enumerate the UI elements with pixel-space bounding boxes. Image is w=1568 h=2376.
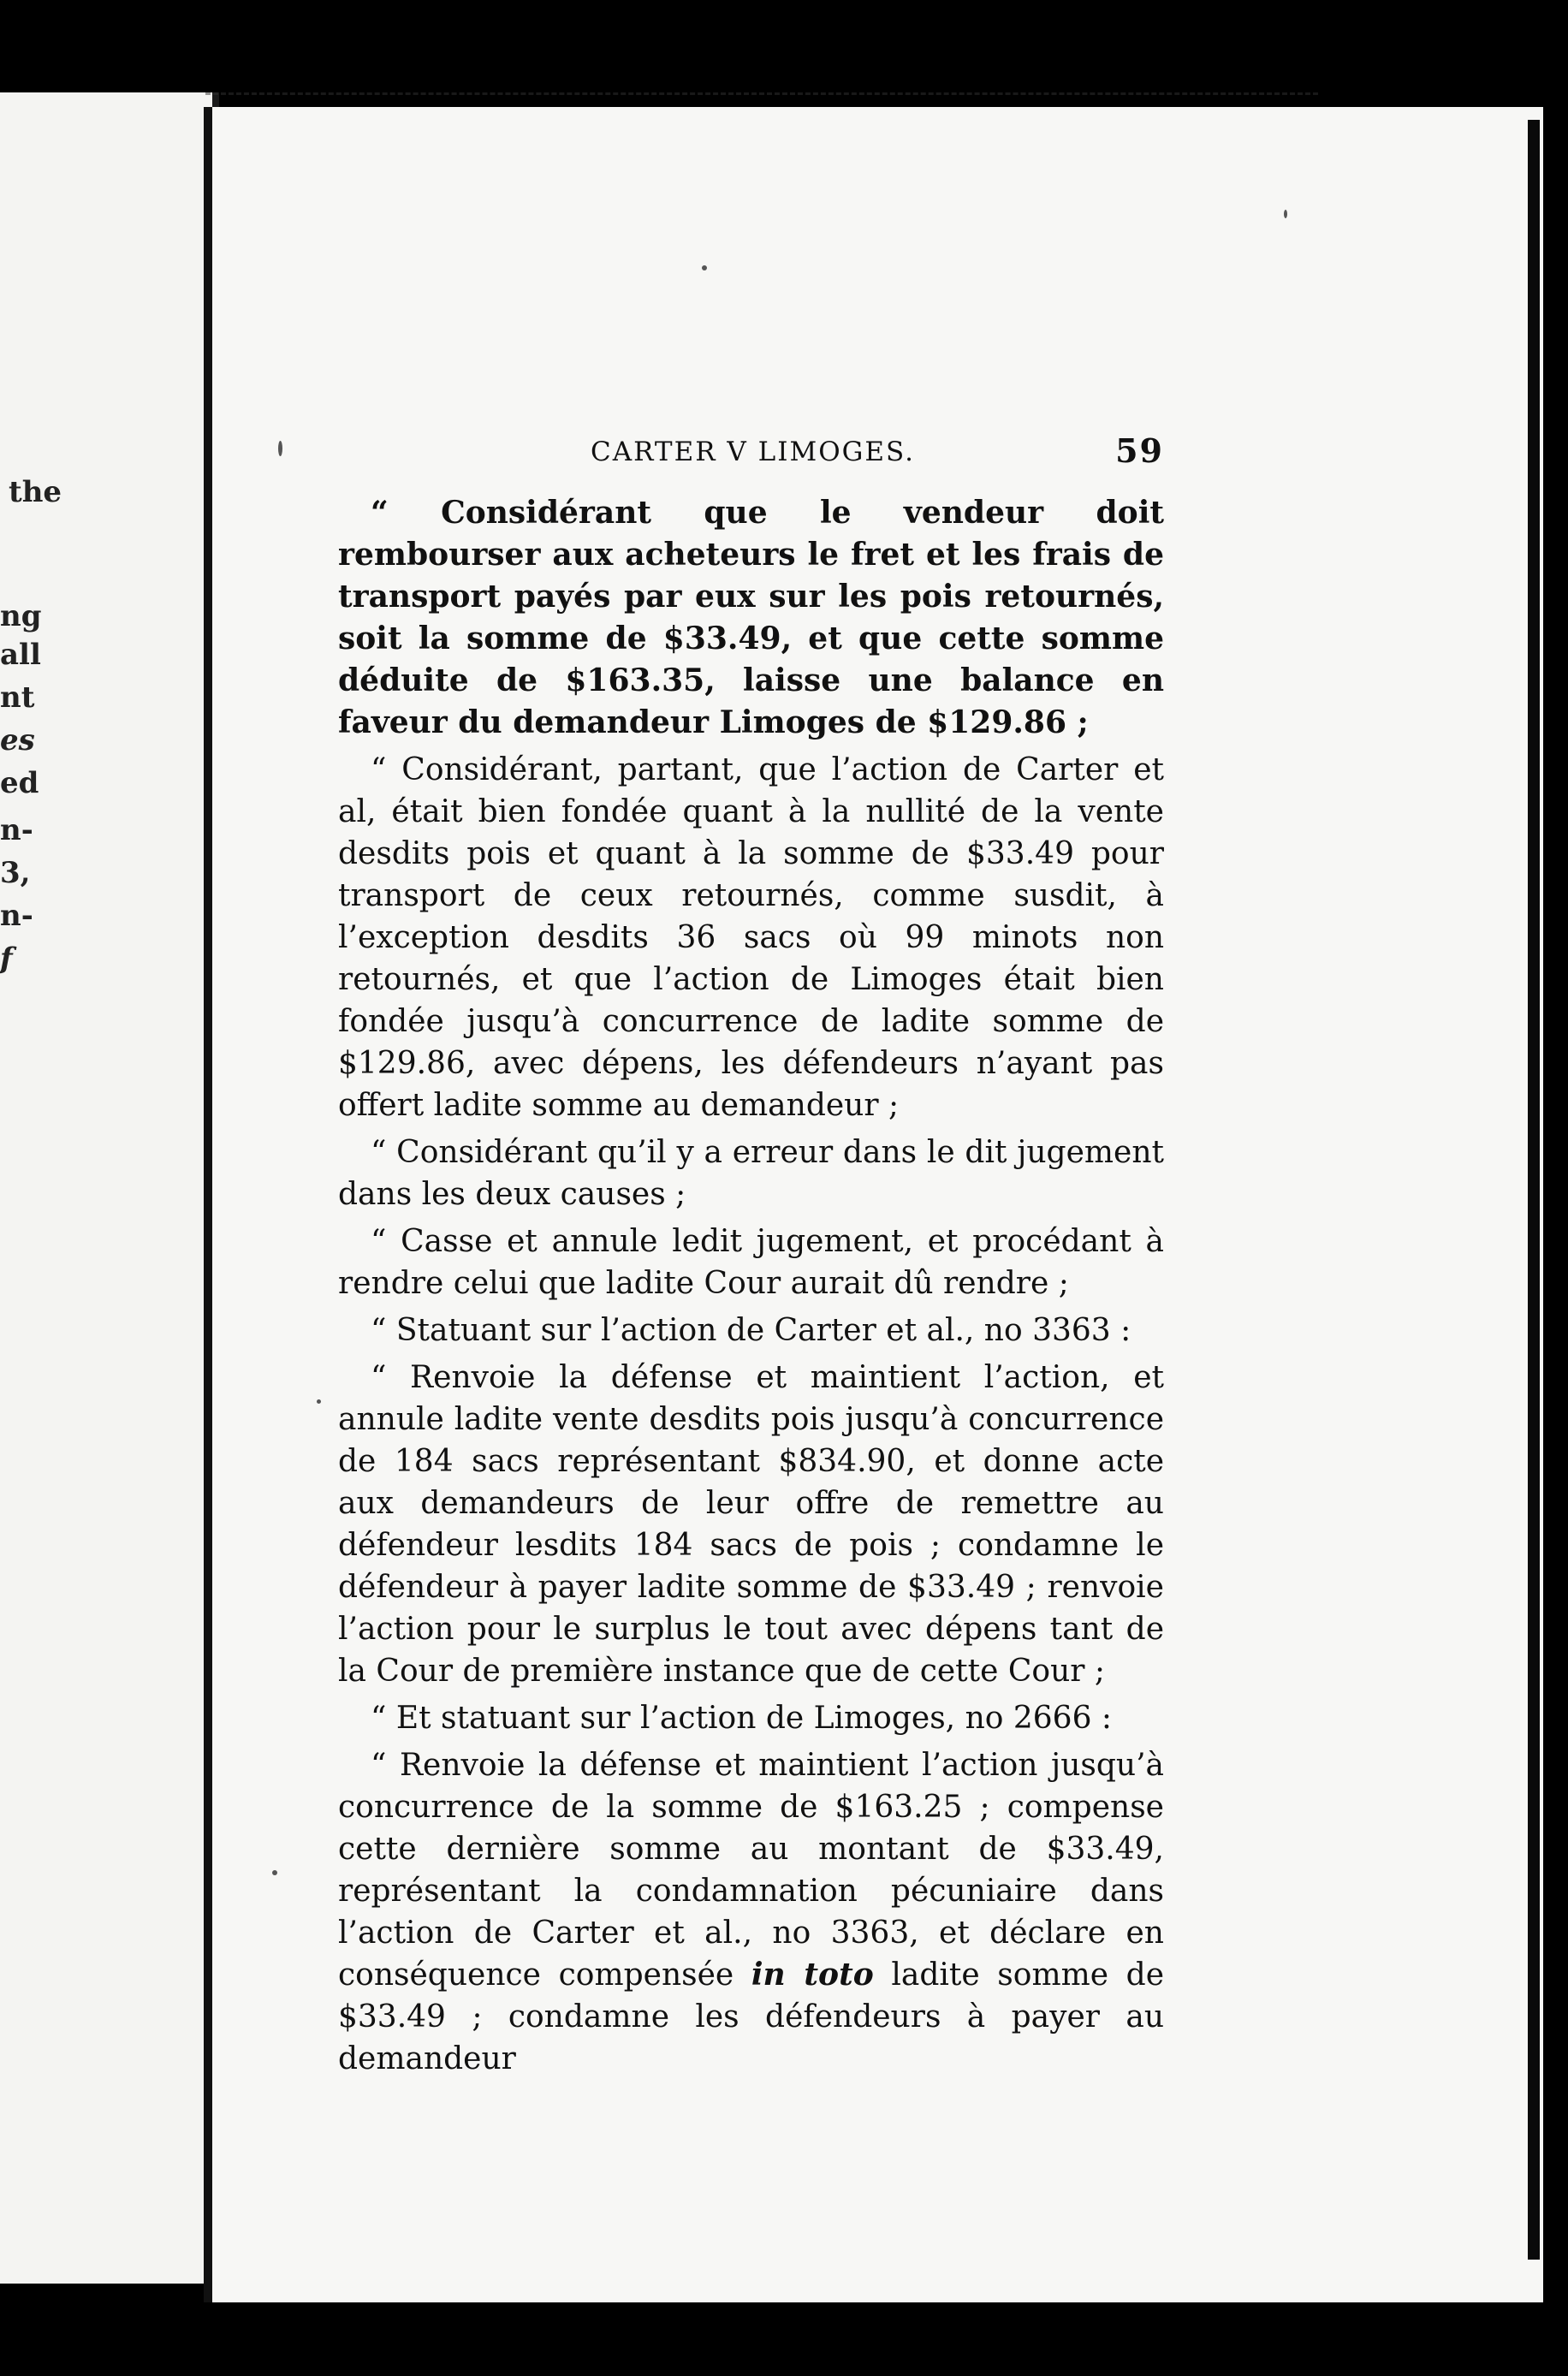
paragraph-text: ladite somme de $33.49 ; condamne les défendeurs à payer au demandeur (338, 1957, 1165, 2076)
left-page-fragment: nt (0, 680, 35, 715)
dust-speck (1284, 210, 1287, 218)
dust-speck (702, 265, 707, 270)
left-page-fragment: ng (0, 599, 42, 633)
page-number: 59 (1115, 431, 1164, 470)
paragraph: “ Casse et annule ledit jugement, et procédant à rendre celui que ladite Cour aurait dû rendre ; (338, 1224, 1164, 1301)
left-page-fragment: all (0, 638, 41, 672)
left-page-fragment: es (0, 723, 35, 757)
paragraph: “ Considérant qu’il y a erreur dans le dit jugement dans les deux causes ; (338, 1135, 1164, 1212)
page-header (591, 431, 1164, 471)
paragraph: “ Statuant sur l’action de Carter et al., no 3363 : (371, 1313, 1131, 1348)
left-page-fragment: f (0, 941, 13, 976)
dust-speck (278, 441, 282, 456)
left-page-fragment: n- (0, 813, 33, 847)
dust-speck (317, 1399, 321, 1404)
paragraph (338, 1744, 1164, 2080)
left-page-fragment: 3, (0, 856, 31, 890)
dust-speck (272, 1870, 277, 1875)
paragraph: “ Considérant, partant, que l’action de Carter et al, était bien fondée quant à la nullité de la vente desdits pois et quant à la somme de $33.49 pour transport de ceux retournés, comme susdit, à l’exception desdits 36 sacs où 99 minots non retournés, et que l’action de Limoges était bien fondée jusqu’à concurrence de ladite somme de $129.86, avec dépens, les défendeurs n’ayant pas offert ladite somme au demandeur ; (338, 752, 1164, 1123)
running-title: CARTER V LIMOGES. (591, 437, 916, 467)
italic-phrase: in toto (751, 1957, 874, 1993)
left-page-edge (0, 92, 219, 2284)
left-page-fragment: the (9, 475, 62, 509)
paragraph-text: “ Renvoie la défense et maintient l’action jusqu’à concurrence de la somme de $163.25 ; compense cette dernière somme au montant de $33.49, représentant la condamnation pécuniaire dans l’action de Carter et al., no 3363, et déclare en conséquence compensée (338, 1748, 1164, 1993)
left-page-fragment: ed (0, 766, 39, 800)
paragraph: “ Et statuant sur l’action de Limoges, no 2666 : (371, 1701, 1113, 1736)
page-gutter-shadow (1528, 120, 1540, 2260)
left-page-fragment: n- (0, 899, 33, 933)
paragraph: “ Considérant que le vendeur doit rembourser aux acheteurs le fret et les frais de transport payés par eux sur les pois retournés, soit la somme de $33.49, et que cette somme déduite de $163.35, laisse une balance en faveur du demandeur Limoges de $129.86 ; (338, 495, 1164, 740)
paragraph: “ Renvoie la défense et maintient l’action, et annule ladite vente desdits pois jusqu’à concurrence de 184 sacs représentant $834.90, et donne acte aux demandeurs de leur offre de remettre au défendeur lesdits 184 sacs de pois ; condamne le défendeur à payer ladite somme de $33.49 ; renvoie l’action pour le surplus le tout avec dépens tant de la Cour de première instance que de cette Cour ; (338, 1360, 1164, 1689)
body-text (338, 492, 1164, 2085)
